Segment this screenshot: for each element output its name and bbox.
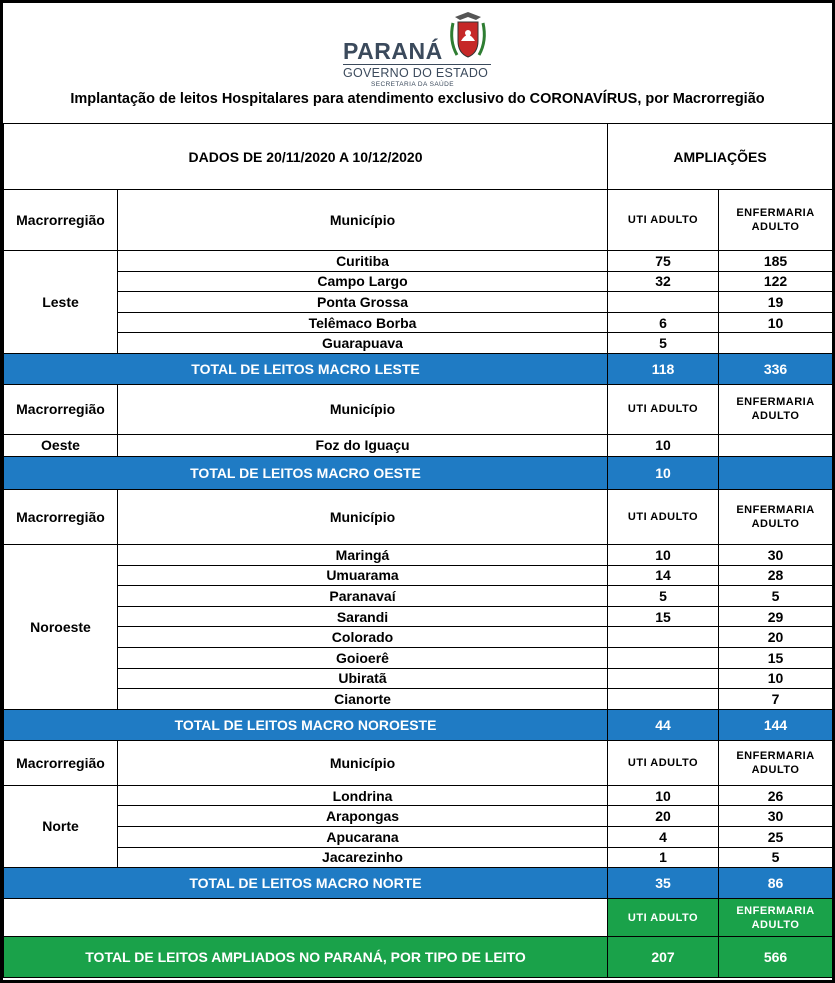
enf-cell: 19 [719, 292, 833, 313]
expansions-label: AMPLIAÇÕES [608, 124, 833, 190]
enf-header: ENFERMARIA ADULTO [719, 740, 833, 785]
table-row [4, 647, 833, 668]
region-total-enf: 144 [719, 709, 833, 740]
uti-cell: 5 [608, 333, 719, 354]
municipio-header: Município [118, 190, 608, 251]
logo-secretariat: SECRETARIA DA SAÚDE [371, 81, 454, 88]
uti-cell: 10 [608, 544, 719, 565]
logo-divider [343, 64, 491, 65]
region-total-enf: 336 [719, 353, 833, 384]
uti-cell: 10 [608, 785, 719, 806]
city-cell: Campo Largo [118, 271, 608, 292]
column-header-row [4, 740, 833, 785]
table-row [4, 689, 833, 710]
city-cell: Umuarama [118, 565, 608, 586]
uti-cell: 10 [608, 434, 719, 456]
table-row [4, 434, 833, 456]
enf-cell: 122 [719, 271, 833, 292]
uti-header: UTI ADULTO [608, 190, 719, 251]
enf-cell: 10 [719, 312, 833, 333]
region-total-row [4, 709, 833, 740]
uti-cell: 6 [608, 312, 719, 333]
table-row [4, 806, 833, 827]
city-cell: Ponta Grossa [118, 292, 608, 313]
grand-total-uti: 207 [608, 937, 719, 978]
table-row [4, 271, 833, 292]
period-row [4, 124, 833, 190]
uti-cell: 14 [608, 565, 719, 586]
grand-total-enf: 566 [719, 937, 833, 978]
table-row [4, 565, 833, 586]
region-total-uti: 35 [608, 868, 719, 899]
logo-wordmark: PARANÁ [343, 38, 443, 64]
enf-header: ENFERMARIA ADULTO [719, 384, 833, 434]
enf-cell: 28 [719, 565, 833, 586]
uti-cell [608, 627, 719, 648]
report-header [3, 3, 832, 124]
grand-header-row [4, 899, 833, 937]
region-total-row [4, 353, 833, 384]
table-row [4, 785, 833, 806]
period-label: DADOS DE 20/11/2020 A 10/12/2020 [4, 124, 608, 190]
enf-cell: 5 [719, 847, 833, 868]
city-cell: Curitiba [118, 251, 608, 272]
column-header-row [4, 190, 833, 251]
uti-cell: 32 [608, 271, 719, 292]
table-row [4, 586, 833, 607]
blank-cell [4, 899, 608, 937]
uti-cell: 1 [608, 847, 719, 868]
table-row [4, 847, 833, 868]
macro-header: Macrorregião [4, 190, 118, 251]
enf-cell: 10 [719, 668, 833, 689]
enf-cell: 26 [719, 785, 833, 806]
municipio-header: Município [118, 489, 608, 544]
region-name: Noroeste [4, 544, 118, 709]
city-cell: Guarapuava [118, 333, 608, 354]
city-cell: Ubiratã [118, 668, 608, 689]
enf-cell [719, 434, 833, 456]
enf-cell: 29 [719, 606, 833, 627]
city-cell: Arapongas [118, 806, 608, 827]
region-total-label: TOTAL DE LEITOS MACRO LESTE [4, 353, 608, 384]
region-total-enf: 86 [719, 868, 833, 899]
uti-cell: 20 [608, 806, 719, 827]
uti-cell: 15 [608, 606, 719, 627]
beds-table [3, 123, 833, 978]
region-total-label: TOTAL DE LEITOS MACRO NORTE [4, 868, 608, 899]
table-row [4, 251, 833, 272]
region-total-uti: 10 [608, 456, 719, 489]
city-cell: Maringá [118, 544, 608, 565]
enf-header: ENFERMARIA ADULTO [719, 190, 833, 251]
region-total-uti: 44 [608, 709, 719, 740]
enf-cell: 7 [719, 689, 833, 710]
table-row [4, 312, 833, 333]
enf-cell: 15 [719, 647, 833, 668]
report-title: Implantação de leitos Hospitalares para atendimento exclusivo do CORONAVÍRUS, por Macrorregião [70, 91, 765, 107]
city-cell: Goioerê [118, 647, 608, 668]
macro-header: Macrorregião [4, 384, 118, 434]
enf-cell [719, 333, 833, 354]
enf-cell: 20 [719, 627, 833, 648]
uti-cell [608, 647, 719, 668]
city-cell: Apucarana [118, 826, 608, 847]
municipio-header: Município [118, 740, 608, 785]
municipio-header: Município [118, 384, 608, 434]
region-total-row [4, 456, 833, 489]
grand-uti-header: UTI ADULTO [608, 899, 719, 937]
uti-cell: 75 [608, 251, 719, 272]
macro-header: Macrorregião [4, 740, 118, 785]
grand-total-row [4, 937, 833, 978]
region-total-uti: 118 [608, 353, 719, 384]
enf-cell: 5 [719, 586, 833, 607]
uti-cell: 5 [608, 586, 719, 607]
uti-cell [608, 292, 719, 313]
city-cell: Jacarezinho [118, 847, 608, 868]
city-cell: Cianorte [118, 689, 608, 710]
table-row [4, 606, 833, 627]
city-cell: Londrina [118, 785, 608, 806]
uti-cell: 4 [608, 826, 719, 847]
column-header-row [4, 489, 833, 544]
city-cell: Sarandi [118, 606, 608, 627]
macro-header: Macrorregião [4, 489, 118, 544]
report-sheet [3, 3, 832, 980]
region-name: Norte [4, 785, 118, 867]
logo-government: GOVERNO DO ESTADO [343, 66, 489, 80]
region-total-enf [719, 456, 833, 489]
uti-header: UTI ADULTO [608, 740, 719, 785]
enf-header: ENFERMARIA ADULTO [719, 489, 833, 544]
region-total-row [4, 868, 833, 899]
enf-cell: 30 [719, 544, 833, 565]
enf-cell: 25 [719, 826, 833, 847]
city-cell: Telêmaco Borba [118, 312, 608, 333]
uti-header: UTI ADULTO [608, 489, 719, 544]
city-cell: Colorado [118, 627, 608, 648]
table-row [4, 627, 833, 648]
city-cell: Paranavaí [118, 586, 608, 607]
uti-cell [608, 689, 719, 710]
parana-crest-icon [443, 11, 493, 61]
region-total-label: TOTAL DE LEITOS MACRO OESTE [4, 456, 608, 489]
grand-total-label: TOTAL DE LEITOS AMPLIADOS NO PARANÁ, POR TIPO DE LEITO [4, 937, 608, 978]
enf-cell: 185 [719, 251, 833, 272]
parana-logo [343, 11, 503, 91]
enf-cell: 30 [719, 806, 833, 827]
table-row [4, 333, 833, 354]
uti-cell [608, 668, 719, 689]
grand-enf-header: ENFERMARIA ADULTO [719, 899, 833, 937]
table-row [4, 668, 833, 689]
region-name: Leste [4, 251, 118, 354]
uti-header: UTI ADULTO [608, 384, 719, 434]
table-row [4, 544, 833, 565]
table-row [4, 826, 833, 847]
column-header-row [4, 384, 833, 434]
region-total-label: TOTAL DE LEITOS MACRO NOROESTE [4, 709, 608, 740]
table-row [4, 292, 833, 313]
city-cell: Foz do Iguaçu [118, 434, 608, 456]
region-name: Oeste [4, 434, 118, 456]
